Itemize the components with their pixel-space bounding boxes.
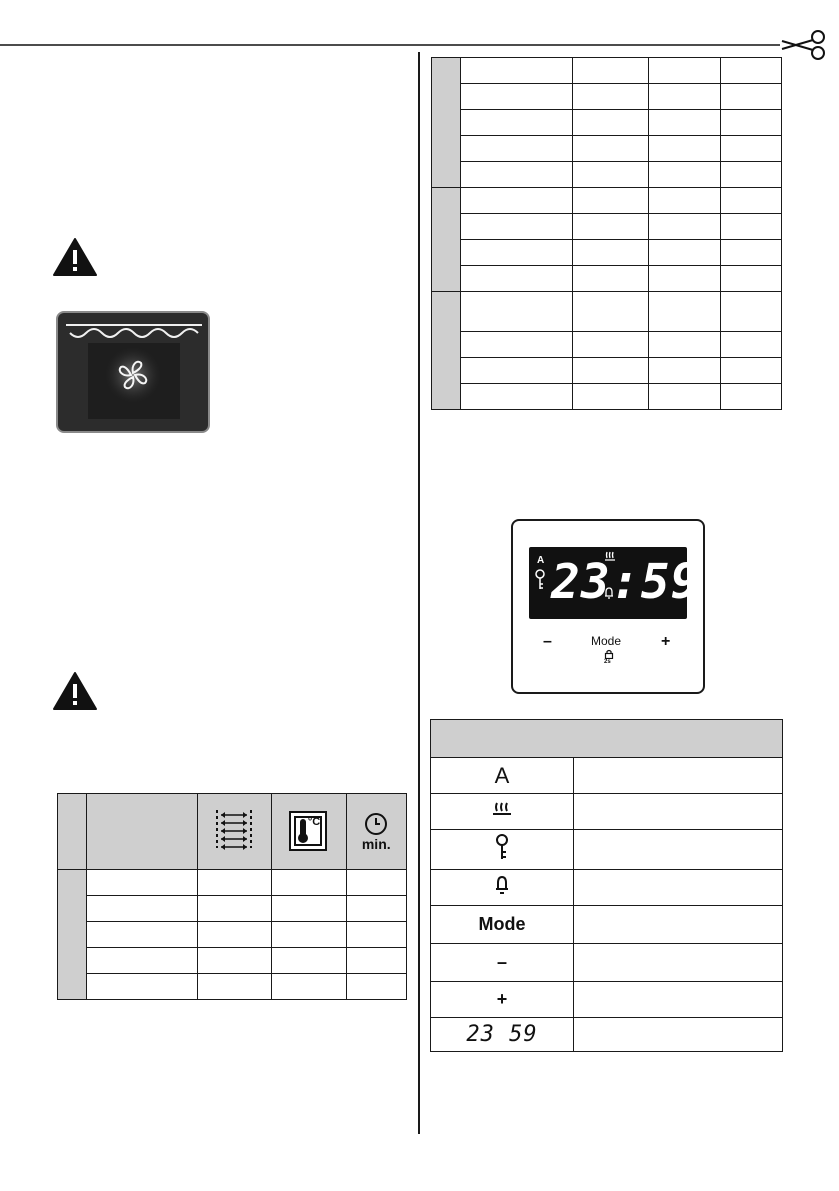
fan-icon bbox=[58, 313, 208, 431]
auto-indicator: A bbox=[537, 555, 545, 566]
key-icon bbox=[495, 833, 509, 861]
legend-symbol-mode: Mode bbox=[431, 906, 574, 944]
steam-icon bbox=[491, 800, 513, 818]
time-unit-label: min. bbox=[361, 835, 391, 852]
cooking-table-continued bbox=[431, 57, 782, 410]
steam-icon bbox=[603, 551, 617, 563]
minus-button[interactable]: – bbox=[543, 633, 552, 650]
fan-mode-illustration bbox=[56, 311, 210, 433]
legend-symbol-minus: – bbox=[431, 944, 574, 982]
time-digits: 23:59 bbox=[551, 554, 701, 610]
lock-icon bbox=[604, 649, 614, 659]
legend-symbol-bell bbox=[431, 870, 574, 906]
shelf-level-header bbox=[197, 794, 272, 870]
legend-symbol-auto: A bbox=[431, 758, 574, 794]
legend-symbol-plus: + bbox=[431, 982, 574, 1018]
warning-icon bbox=[52, 671, 98, 711]
bell-icon bbox=[494, 875, 510, 895]
symbol-legend-table bbox=[430, 719, 783, 1052]
control-display-panel bbox=[511, 519, 705, 694]
shelf-level-icon bbox=[211, 807, 257, 851]
hold-hint: 2s bbox=[604, 659, 611, 665]
warning-icon bbox=[52, 237, 98, 277]
temperature-header bbox=[272, 794, 346, 870]
temp-unit-label: °C bbox=[307, 815, 321, 828]
legend-symbol-steam bbox=[431, 794, 574, 830]
thermometer-icon bbox=[289, 811, 329, 853]
column-divider bbox=[418, 52, 420, 1134]
cooking-table bbox=[57, 793, 407, 1000]
legend-symbol-digits: 23 59 bbox=[431, 1018, 574, 1052]
lcd-screen bbox=[529, 547, 701, 619]
plus-button[interactable]: + bbox=[661, 633, 671, 650]
clock-icon bbox=[364, 812, 388, 836]
legend-symbol-key bbox=[431, 830, 574, 870]
mode-button[interactable]: Mode bbox=[591, 634, 622, 648]
scissors-icon bbox=[0, 0, 839, 60]
bell-icon bbox=[603, 587, 615, 599]
time-header bbox=[346, 794, 406, 870]
key-icon bbox=[535, 569, 545, 591]
